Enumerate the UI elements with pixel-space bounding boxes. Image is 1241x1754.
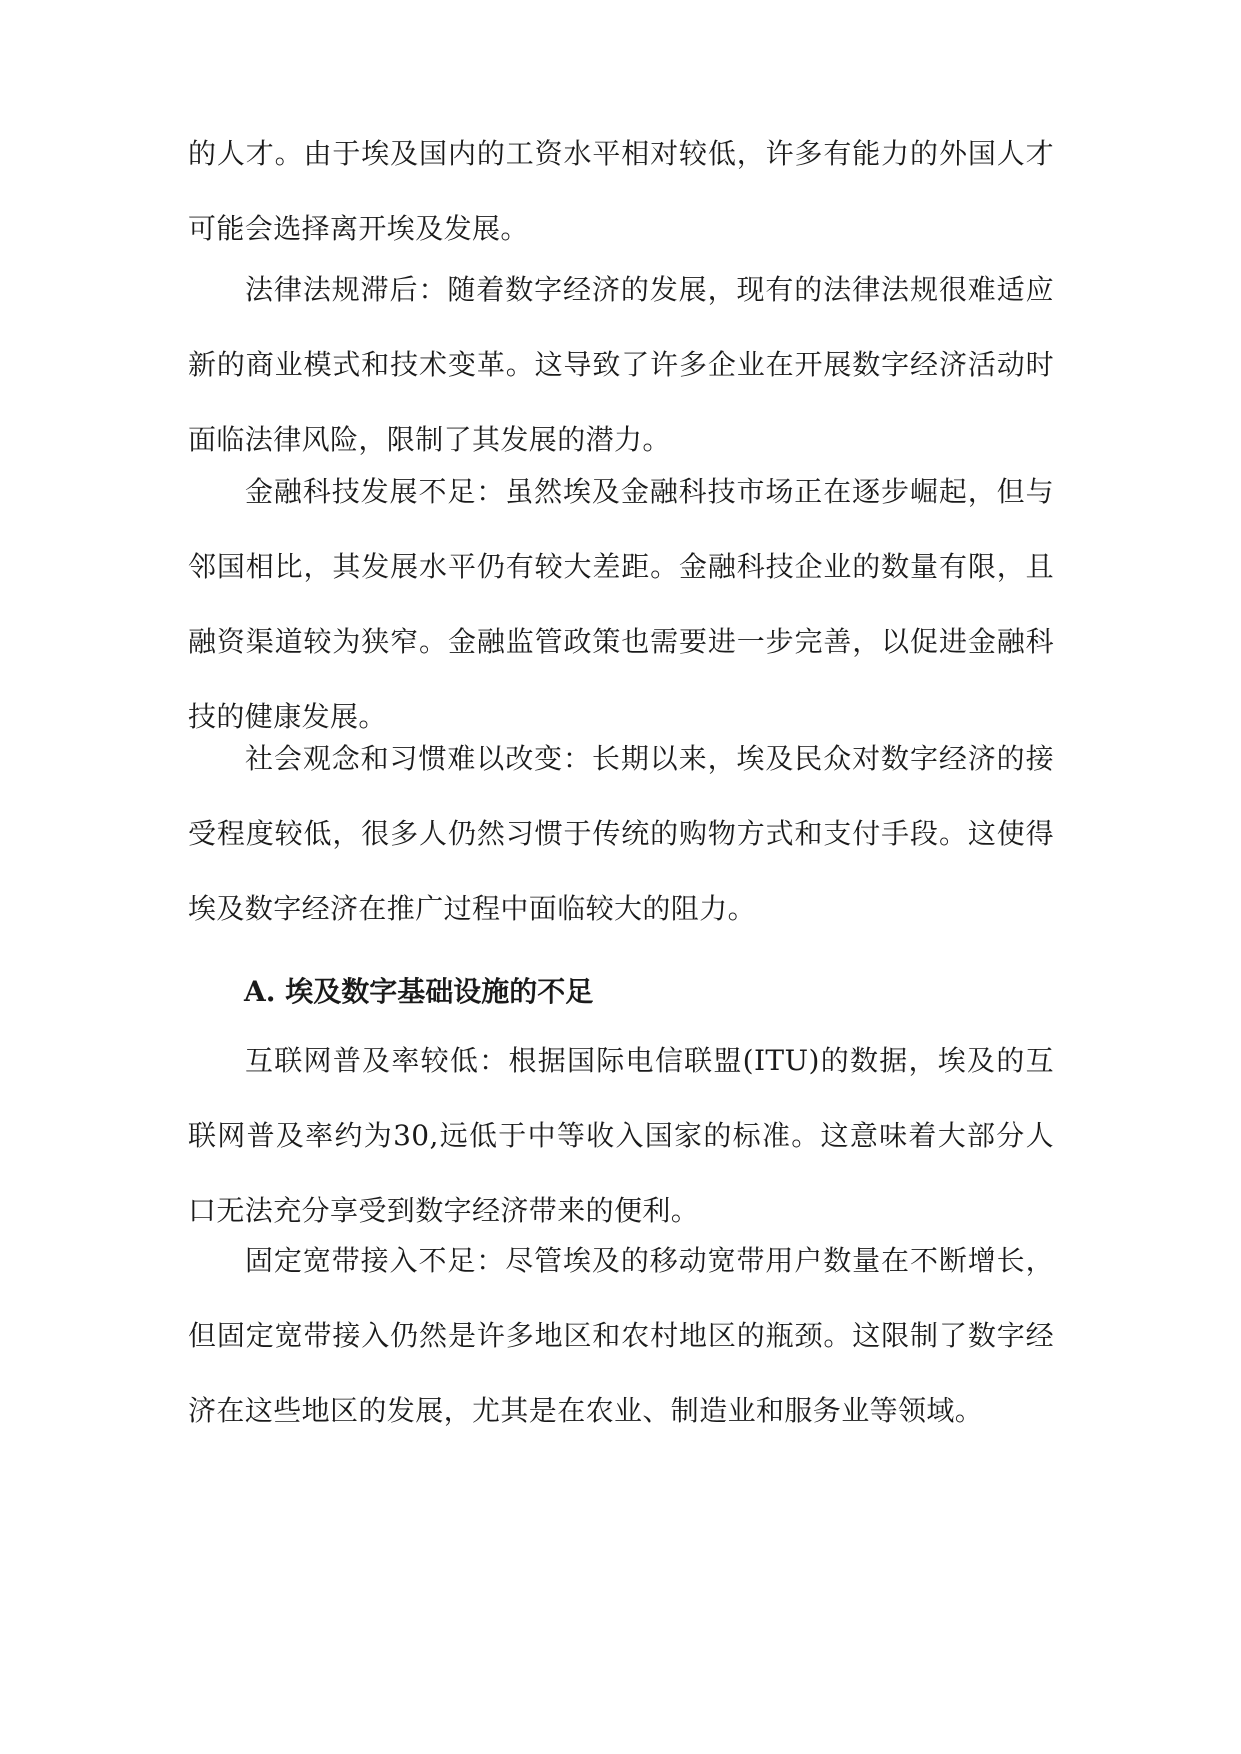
section-heading: A. 埃及数字基础设施的不足 <box>244 975 594 1008</box>
paragraph-talent-continuation: 的人才。由于埃及国内的工资水平相对较低，许多有能力的外国人才可能会选择离开埃及发展。 <box>188 137 1054 245</box>
paragraph-fixed-broadband: 固定宽带接入不足：尽管埃及的移动宽带用户数量在不断增长，但固定宽带接入仍然是许多地区和农村地区的瓶颈。这限制了数字经济在这些地区的发展，尤其是在农业、制造业和服务业等领域。 <box>188 1244 1054 1427</box>
paragraph-fintech: 金融科技发展不足：虽然埃及金融科技市场正在逐步崛起，但与邻国相比，其发展水平仍有较大差距。金融科技企业的数量有限，且融资渠道较为狭窄。金融监管政策也需要进一步完善，以促进金融科技的健康发展。 <box>188 475 1054 733</box>
paragraph-social-habits: 社会观念和习惯难以改变：长期以来，埃及民众对数字经济的接受程度较低，很多人仍然习惯于传统的购物方式和支付手段。这使得埃及数字经济在推广过程中面临较大的阻力。 <box>188 742 1054 925</box>
paragraph-legal-lag: 法律法规滞后：随着数字经济的发展，现有的法律法规很难适应新的商业模式和技术变革。这导致了许多企业在开展数字经济活动时面临法律风险，限制了其发展的潜力。 <box>188 273 1054 456</box>
paragraph-internet-penetration: 互联网普及率较低：根据国际电信联盟(ITU)的数据，埃及的互联网普及率约为30,远低于中等收入国家的标准。这意味着大部分人口无法充分享受到数字经济带来的便利。 <box>188 1044 1054 1227</box>
